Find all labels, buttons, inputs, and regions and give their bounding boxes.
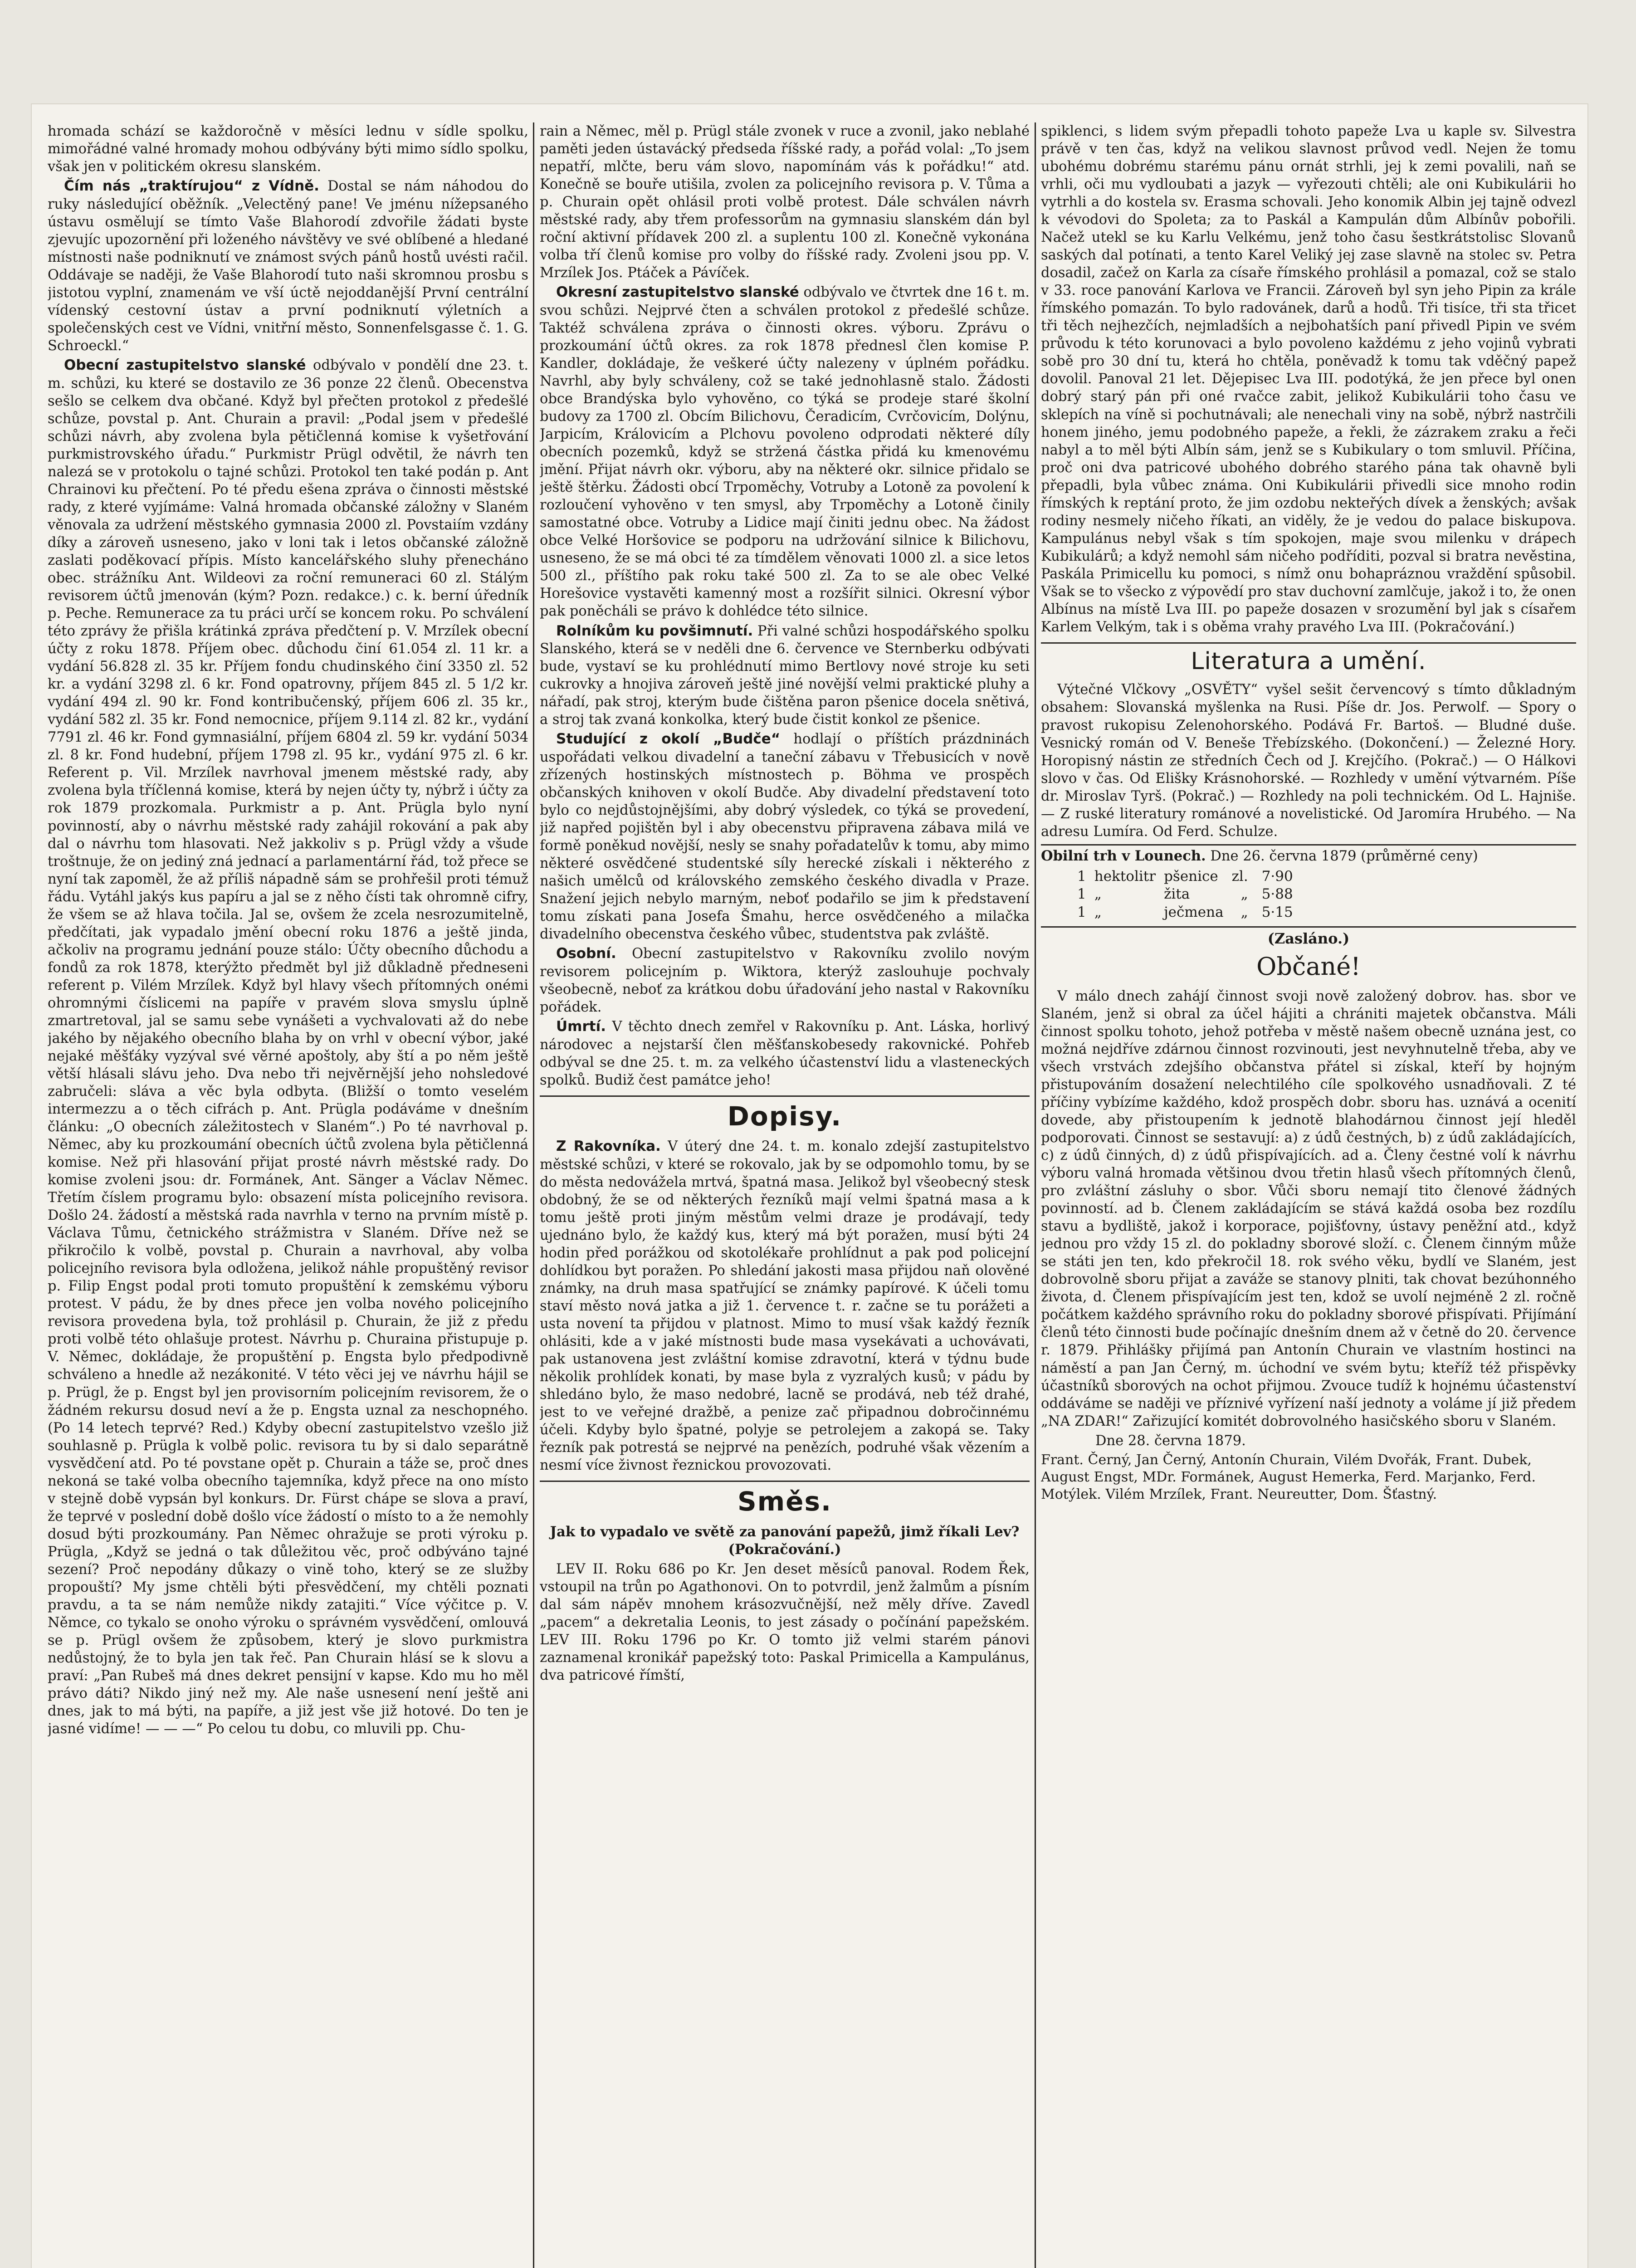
article-paragraph [540, 945, 1030, 1016]
article-heading: Okresní zastupitelstvo slanské [556, 284, 799, 301]
article-paragraph [540, 1018, 1030, 1089]
article-heading-text: Jak to vypadalo ve světě za panování papežů, jimž říkali Lev? (Pokračování.) [550, 1523, 1020, 1558]
article-text: odbývalo v pondělí dne 23. t. m. schůzi, ku které se dostavilo ze 36 ponze 22 členů. Obecenstva sešlo se celkem dva občané. Když byl přečten protokol z předešlé schůze, povstal p. Ant. Churain a pravil: „Podal jsem v předešlé schůzi návrh, aby zvolena byla pětičlenná komise k vyšetřování purkmistrovského úřadu.“ Purkmistr Prügl odvětil, že návrh ten nalezá se v protokolu o tajné schůzi. Protokol ten také podán p. Ant Chrainovi ku přečtení. Po té předu ešena zpráva o činnosti městské rady, z které vyjímáme: Valná hromada občanské záložny v Slaném věnovala za udržení městského gymnasia 2000 zl. Povstaiím vzdány díky a zároveň usneseno, jako v loni tak i letos občanské záložně zaslati poděkovací přípis. Místo kancelářského sluhy přenecháno obec. strážníku Ant. Wildeovi za roční remuneraci 60 zl. Stálým revisorem účtů jmenován (kým? Pozn. redakce.) c. k. berní úředník p. Peche. Remunerace za tu práci určí se koncem roku. Po schválení této zprávy že přišla krátinká zpráva předčtení p. V. Mrzílek obecní účty z roku 1878. Příjem obec. důchodu činí 61.054 zl. 11 kr. a vydání 56.828 zl. 35 kr. Příjem fondu chudinského činí 3350 zl. 52 kr. a vydání 3298 zl. 6 kr. Fond opatrovny, příjem 845 zl. 5 1/2 kr. vydání 494 zl. 90 kr. Fond kontribučenský, příjem 606 zl. 35 kr., vydání 582 zl. 35 kr. Fond nemocnice, příjem 9.114 zl. 82 kr., vydání 7791 zl. 46 kr. Fond gymnasiální, příjem 6804 zl. 59 kr. vydání 5034 zl. 8 kr. Fond hudební, příjem 1798 zl. 95 kr., vydání 975 zl. 6 kr. Referent p. Vil. Mrzílek navrhoval jmenem městské rady, aby zvolena byla tříčlenná komise, která by nejen účty ty, nýbrž i účty za rok 1879 prozkomala. Purkmistr a p. Ant. Prügla bylo nyní povinností, aby o návrhu městské rady zahájil rokování a pak aby dal o návrhu tom hlasovati. Než jakkoliv s p. Prügl vždy a všude troštnuje, že on jediný zná jednací a parlamentární řád, tož přece se nyní tak zapoměl, že až příliš nápadně sám se prohřešil proti témuž řádu. Vytáhl jakýs kus papíru a jal se z něho čísti tak ohromně cifry, že všem se až hlava točila. Jal se, ovšem že zcela nesrozumitelně, předčítati, jak vypadalo jmění obecní roku 1876 a ještě jinda, ačkoliv na programu jednání pouze stálo: Účty obecního důchodu a fondů za rok 1878, kterýžto předmět byl již důkladně předneseni referent p. Vilém Mrzílek. Když byl hlavy všech přítomných onémi ohromnými číslicemi na papíře v pravém slova smyslu úplně zmartretoval, jal se samu sebe vynášeti a vychvalovati až do nebe jakého by nějakého obecního blaha by on vrhl v obecní výbor, jaké nejaké měšťáky vyzýval své věrné apoštoly, aby ští a po něm ještě větší hlásali slávu jeho. Dva nebo tři nejvěrnější jeho nohsledové zabručeli: sláva a věc byla odbyta. (Bližší o tomto veselém intermezzu a o těch cifrách p. Ant. Prügla podáváme v dnešním článku: „O obecních záležitostech v Slaném“.) Po té navrhoval p. Němec, aby ku prozkoumání obecních účtů zvolena byla pětičlenná komise. Než při hlasování přijat prosté návrh městské rady. Do komise zvoleni jsou: dr. Formánek, Ant. Sänger a Václav Němec. Třetím číslem programu bylo: obsazení místa policejního revisora. Došlo 24. žádostí a městská rada navrhla v terno na prvním místě p. Václava Tůmu, četnického strážmistra v Slaném. Dříve než se přikročilo k volbě, povstal p. Churain a navrhoval, aby volba policejního revisora byla odložena, jelikož náhle propuštěný revisor p. Filip Engst podal proti tomuto propuštění k zemskému výboru protest. V pádu, že by dnes přece jen volba nového policejního revisora provedena byla, tož prohlásil p. Churain, že již z předu proti volbě této ohlašuje protest. Návrhu p. Churaina přistupuje p. V. Němec, dokládaje, že propuštění p. Engsta bylo předpodivně schváleno a hnedle až nezákonité. V této věci jej ve návrhu hájil se p. Prügl, že p. Engst byl jen provisorním policejním revisorem, že o žádném rekursu dosud neví a že p. Engsta uznal za neschopného. (Po 14 letech teprvé? Red.) Kdyby obecní zastupitelstvo vzešlo již souhlasně p. Prügla k volbě polic. revisora tu by si dalo separátně vysvědčení atd. Po té povstane opět p. Churain a táže se, proč dnes nekoná se také volba obecního tajemníka, když přece na ono místo v stejně době vypsán byl konkurs. Dr. Fürst chápe se slova a praví, že teprvé v poslední době došlo více žádostí o místo to a že nemohly dosud býti prozkoumány. Pan Němec ohražuje se proti výroku p. Prügla, „Když se jedná o tak důležitou věc, proč odbýváno tajné sezení? Proč nepodány důkazy o vině toho, který se ze služby propouští? My jsme chtěli býti přesvědčení, my chtěli poznati pravdu, a ta se nám nemůže nikdy zatajiti.“ Více výčitce p. V. Němce, co tykalo se onoho výroku o správném vysvědčení, omlouvá se p. Prügl ovšem že způsobem, který je slovo purkmistra nedůstojný, že to byla jen tak řeč. Pan Churain hlásí se k slovu a praví: „Pan Rubeš má dnes dekret pensijní v kapse. Kdo mu ho měl právo dáti? Nikdo jiný než my. Ale naše usnesení není ještě ani dnes, jak to má býti, na papíře, a již jest vše již hotové. Do ten je jasné vidíme! — — —“ Po celou tu dobu, co mluvili pp. Chu- [48, 357, 528, 1737]
article-text: LEV II. Roku 686 po Kr. Jen deset měsíců panoval. Rodem Řek, vstoupil na trůn po Agathonovi. On to potvrdil, jenž žalmům a písním dal sám nápěv mnohem krásozvučnější, než měly dříve. Zavedl „pacem“ a dekretalia Leonis, to jest zásady o počínání papežském. LEV III. Roku 1796 po Kr. O tomto již velmi starém pánovi zaznamenal kronikář papežský toto: Paskal Primicella a Kampulánus, dva patricové římští, [540, 1561, 1030, 1683]
item-cell: pšenice [1164, 868, 1218, 885]
appeal-date: Dne 28. června 1879. [1095, 1432, 1246, 1449]
article-paragraph [48, 177, 528, 355]
market-title: Obilní trh v Lounech. [1041, 847, 1206, 864]
article-text: Výtečné Vlčkovy „OSVĚTY“ vyšel sešit červencový s tímto důkladným obsahem: Slovanská myšlenka na Rusi. Píše dr. Jos. Perwolf. — Spory o pravost rukopisu Zelenohorského. Podává Fr. Bartoš. — Bludné duše. Vesnický román od V. Beneše Třebízského. (Dokončení.) — Železné Hory. Horopisný nástin ze středních Čech od J. Krejčího. (Pokrač.) — O Hálkovi slovo v čas. Od Elišky Krásnohorské. — Rozhledy v umění výtvarném. Píše dr. Miroslav Tyrš. (Pokrač.) — Rozhledy na poli technickém. Od L. Hajniše. — Z ruské literatury románové a novelistické. Od Jaromíra Hrubého. — Na adresu Lumíra. Od Ferd. Schulze. [1041, 682, 1576, 840]
currency-cell: zl. [1231, 868, 1248, 885]
unit-cell: „ [1094, 904, 1102, 921]
article-text: odbývalo ve čtvrtek dne 16 t. m. svou schůzi. Nejprvé čten a schválen protokol z předešlé schůze. Taktéž schválena zpráva o činnosti okres. výboru. Zprávu o prozkoumání účtů okres. za rok 1878 přednesl člen komise P. Kandler, dokládaje, že veškeré účty nalezeny v úplném pořádku. Navrhl, aby byly schváleny, což se také jednohlasně stalo. Žádosti obce Brandýska bylo vyhověno, co týká se prodeje staré školní budovy za 1700 zl. Obcím Bilichovu, Čeradicím, Cvrčovicím, Dolýnu, Jarpicím, Královicím a Plchovu povoleno odprodati některé díly obecních pozemků, když se stržená částka přidá ku kmenovému jmění. Přijat návrh okr. výboru, aby na některé okr. silnice přidalo se ještě štěrku. Žádosti obcí Trpoměchy, Votruby a Lotoně za povolení k rozloučení vyhověno v ten smysl, aby Trpoměchy a Lotoně činily samostatné obce. Votruby a Lidice mají činiti jednu obec. Na žádost obce Velké Horšovice se podporu na udržování silnice k Bilichovu, usneseno, že se má obci té za tímdělem věnovati 1000 zl. a sice letos 500 zl., příštího pak roku také 500 zl. Za to se ale obec Velké Horešovice vystavěti kamenný most a rozšířit silnici. Okresní výbor pak poněcháli se právo k dohlédce této silnice. [540, 284, 1030, 620]
qty-cell: 1 [1077, 868, 1086, 885]
article-heading: Čím nás „traktírujou“ z Vídně. [64, 178, 319, 195]
column-divider [533, 122, 534, 2268]
article-heading: Obecní zastupitelstvo slanské [64, 357, 306, 374]
market-date: Dne 26. června 1879 (průměrné ceny) [1210, 848, 1478, 864]
currency-cell: „ [1240, 904, 1248, 921]
column-1 [48, 122, 528, 2268]
article-text: spiklenci, s lidem svým přepadli tohoto papeže Lva u kaple sv. Silvestra právě v ten čas, když na velikou slavnost průvod vedl. Nejen že tomu ubohému dobrému starému pánu ornát strhli, jej k zemi povalili, naň se vrhli, oči mu vydloubati a jazyk — vyřezouti chtěli; ale oni Kubikulárii ho vytrhli a do kostela sv. Erasma schovali. Jeho konomik Albin jej tajně odvezl k vévodovi do Spoleta; za to Paskál a Kampulán dům Albínův pobořili. Načež utekl se ku Karlu Velkému, jenž toho času šestkrátstolisc Slovanů saských dal potínati, a tento Karel Veliký jej zase slavně na stolec sv. Petra dosadil, začež on Karla za císaře římského prohlásil a pomazal, což se stalo v 33. roce panování Karlova ve Francii. Zároveň byl syn jeho Pipin za krále římského pomazán. To bylo radovánek, darů a hodů. Tři tisíce, tři sta třicet tři těch nejhezčích, nejmladších a nejbohatších paní přivedl Pipin ve svém průvodu k této korunovaci a bylo povoleno každému z jeho vojinů vybrati sobě pro 30 dní tu, která ho chtěla, poněvadž k tomu tak vděčný papež dovolil. Panoval 21 let. Dějepisec Lva III. podotýká, že jen přece byl onen dobrý starý pán při oné rvačce zabit, jelikož Kubikulárii toho času ve sklepích na víně si pochutnávali; ale nenechali viny na sobě, nýbrž nastrčili honem jiného, jemu podobného papeže, a řekli, že zázrakem zraku a řeči nabyl a to měl býti Albín sám, jenž se s Kubikulary o tom smluvil. Příčina, proč oni dva patricové ubohého dobrého starého pána tak ohavně byli přepadli, byla vůbec známa. Oni Kubikulárii přivedli sice mnoho rodin římských k reptání proto, že jim ozdobu nekteřých dívek a ženských; avšak rodiny nesmely ničeho říkati, an viděly, že je vedou do palace biskupova. Kampulánus nebyl však s tím spokojen, maje svou milenku v drápech Kubikulárů; a když nemohl sám ničeho podříditi, pozval si bratra nevěstina, Paskála Primicellu ku pomoci, s nímž onu bohapráznou vraždění spůsobil. Však se to všecko z výpovědí pro stav duchovní zamlčuje, jakož i to, že onen Albínus na místě Lva III. po papeže dosazen v srozumění byl jak s císařem Karlem Velkým, tak i s oběma vrahy pravého Lva III. (Pokračování.) [1041, 123, 1576, 635]
article-text: Dostal se nám náhodou do ruky následující oběžník. „Velectěný pane! Ve jménu nížepsaného ústavu osmělují se tímto Vaše Blahorodí zdvořile žádati byste zjevujíc upozornění při loženého návštěvy ve své oblíbené a hledané místnosti naše podniknutí ve známost svých pánů hostů uvésti račil. Oddávaje se naději, že Vaše Blahorodí tuto naši skromnou prosbu s jistotou vyplní, znamenám ve vší úctě nejoddanější První centrální vídenský cestovní ústav a první podniknutí výletních a společenských cest ve Vídni, vnitřní město, Sonnenfelsgasse č. 1. G. Schroeckl.“ [48, 178, 528, 354]
currency-cell: „ [1240, 886, 1248, 903]
table-row [1077, 885, 1301, 904]
table-row [1077, 868, 1301, 886]
article-text: V těchto dnech zemřel v Rakovníku p. Ant. Láska, horlivý národovec a nejstarší člen měšťanskobesedy rakovnické. Pohřeb odbýval se dne 25. t. m. za velkého účastenství lidu a vlasteneckých spolků. Budiž čest památce jeho! [540, 1019, 1030, 1088]
article-heading: Z Rakovníka. [556, 1138, 661, 1155]
article-text: Při valné schůzi hospodářského spolku Slanského, která se v neděli dne 6. července ve Sternberku odbývati bude, vystaví se ku prohlédnutí mimo Bertlovy nové stroje ku seti cukrovky a hnojiva zároveň ještě jiné novější velmi praktické pluhy a nářadí, pak stroj, kterým bude čištěna paron pšenice docela snětivá, a stroj tak zvaná konkolka, který bude čistit konkol ze pšenice. [540, 623, 1030, 728]
article-paragraph [540, 622, 1030, 729]
article-paragraph [540, 284, 1030, 620]
article-paragraph [540, 1138, 1030, 1474]
article-text: Obecní zastupitelstvo v Rakovníku zvolilo novým revisorem policejním p. Wiktora, kterýž zaslouhuje pochvaly všeobecně, neboť za krátkou dobu úřadování jeho nastal v Rakovníku pořádek. [540, 946, 1030, 1016]
market-report-heading [1041, 844, 1576, 865]
item-cell: ječmena [1164, 904, 1224, 921]
price-cell: 7·90 [1261, 868, 1293, 885]
article-text: V úterý dne 24. t. m. konalo zdejší zastupitelstvo městské schůzi, v které se rokovalo, jak by se odpomohlo tomu, by se do města nedovážela mrtvá, špatná masa. Jelikož byl všeobecný stesk obdobný, že se od některých řezníků mají velmi špatná masa a k tomu ještě proti jiným městům velmi draze je prodávají, tedy ujednáno bylo, že každý kus, který má být poražen, musí býti 24 hodin před porážkou od skotolékaře prohlídnut a pak pod policejní dohlídkou byt poražen. Po shledání jakosti masa přijdou naň olověné známky, na druh masa spatřující se známky papírové. K účeli tomu staví město nová jatka a již 1. července t. r. začne se tu porážeti a usta novení ta přijdou v platnost. Mimo to musí však každý řezník ohlásiti, kde a v jaké místnosti bude masa vysekávati a uchovávati, pak ustanovena jest zvláštní komise zdravotní, která v týdnu bude několik prohlídek konati, by mase byla z vyzralých kusů; v pádu by shledáno bylo, že maso nedobré, lacně se prodává, neb též drahé, jest to ve veřejné dražbě, a penize zač připadnou dobročinnému účeli. Kdyby bylo špatné, polyje se petrolejem a zakopá se. Taky řezník pak potrestá se nejprvé na penězích, podruhé však vězením a nesmí více živnost řeznickou provozovati. [540, 1139, 1030, 1474]
price-cell: 5·15 [1261, 904, 1293, 921]
article-text: hodlají o příštích prázdninách uspořádati velkou divadelní a taneční zábavu v Třebusicích v nově zřízených hostinských místnostech p. Böhma ve prospěch občanských knihoven v okolí Budče. Aby divadelní představení toto bylo co nejdůstojnějšími, aby dobrý výsledek, co týká se provedení, již napřed pojištěn byl i aby obecenstvu připravena zábava milá ve formě poněkud novější, nesly se snahy pořadatelův k tomu, aby mimo některé osvědčené studentské síly herecké získali i některého z našich umělců od královského zemského českého divadla v Praze. Snažení jejich nebylo marným, neboť podařilo se jim k představení tomu získati pana Josefa Šmahu, herce osvědčeného a milačka divadelního obecenstva českého vůbec, studentstva pak zvláště. [540, 731, 1030, 943]
appeal-title: Občané! [1256, 952, 1361, 981]
item-cell: žita [1164, 886, 1190, 903]
unit-cell: hektolitr [1094, 868, 1156, 885]
article-text: rain a Němec, měl p. Prügl stále zvonek v ruce a zvonil, jako neblahé paměti jeden ústavácký předseda říšské rady, a pořád volal: „To jsem nepatří, mlčte, beru vám slovo, napomínám vás k pořádku!“ atd. Konečně se bouře utišila, zvolen za policejního revisora p. V. Tůma a p. Churain opět ohlásil proti volbě protest. Dále schválen návrh městské rady, aby třem professorům na gymnasiu slanském dán byl roční aktivní přídavek 200 zl. a suplentu 100 zl. Konečně vykonána volba tří členů komise pro volby do říšské rady. Zvoleni jsou pp. V. Mrzílek Jos. Ptáček a Pávíček. [540, 123, 1030, 281]
article-paragraph [540, 730, 1030, 943]
article-heading [540, 1523, 1030, 1559]
article-heading: Rolníkům ku povšimnutí. [556, 622, 753, 639]
article-paragraph [48, 357, 528, 1738]
table-row [1077, 904, 1301, 922]
appeal-signers: Frant. Černý, Jan Černý, Antonín Churain, Vilém Dvořák, Frant. Dubek, August Engst, MDr. Formánek, August Hemerka, Ferd. Marjanko, Ferd. Motýlek. Vilém Mrzílek, Frant. Neureutter, Dom. Šťastný. [1041, 1452, 1536, 1503]
column-2 [540, 122, 1030, 2268]
column-divider [1035, 122, 1036, 2268]
price-cell: 5·88 [1261, 886, 1293, 903]
qty-cell: 1 [1077, 886, 1086, 903]
article-heading: Osobní. [556, 945, 616, 962]
section-title-dopisy: Dopisy. [540, 1095, 1030, 1133]
market-price-table [1077, 868, 1301, 922]
zaslano-label: (Zasláno.) [1041, 926, 1576, 948]
section-title-literatura: Literatura a umění. [1041, 642, 1576, 677]
article-text: V málo dnech zahájí činnost svoji nově založený dobrov. has. sbor ve Slaném, jenž si obral za účel hájiti a chrániti majetek občanstva. Máli činnost spolku tohoto, jehož potřeba v městě našem obecně uznána jest, co možná nejdříve zdárnou činnost rozvinouti, jest nevyhnutelně třeba, aby ve všech vrstvách zdejšího občanstva přátel si získal, kteří by hojným přistupováním dosažení nelechtilého cíle spolkového usnadňovali. Z té příčiny vybízíme každého, kdož prospěch dobr. sboru has. uznává a ocenití dovede, aby přistoupením k jednotě blahodárnou činnost její hleděl podporovati. Činnost se sestavují: a) z údů čestných, b) z údů zakládajících, c) z údů činných, d) z údů přispívajících. ad a. Členy čestné volí k návrhu výboru valná hromada většinou dvou třetin hlasů všech přítomných členů, pro zvláštní zásluhy o sbor. Vůči sboru nemají tito členové žádných povinností. ad b. Členem zakládajícím se stává každá osoba bez rozdílu stavu a bydliště, jakož i korporace, pojišťovny, ústavy peněžní atd., když jednou pro vždy 15 zl. do pokladny sborové složí. c. Členem činným může se státi jen ten, kdo překročil 18. rok svého věku, bydlí ve Slaném, jest dobrovolně sboru přijat a zaváže se stanovy plniti, tak chovat bezúhonného života, d. Členem přispívajícím jest ten, kdož se uvolí nejméně 2 zl. ročně počátkem každého správního roku do pokladny sborové přispívati. Přijímání členů této činnosti bude počínajíc dnešním dnem až v četně do 20. července r. 1879. Přihlášky přijímá pan Antonín Churain ve vlastním hostinci na náměstí a pan Jan Černý, m. úchodní ve svém bytu; kteříž též přispěvky účastníků sborových na ochot přijmou. Zvouce tudíž k hojnému účastenství oddáváme se naději ve příznivé vyřízení naší jednoty a voláme jí již předem „NA ZDAR!“ Zařizující komitét dobrovolného hasičského sboru v Slaném. [1041, 988, 1576, 1429]
column-3 [1041, 122, 1576, 2268]
newspaper-page [32, 104, 1587, 2268]
qty-cell: 1 [1077, 904, 1086, 921]
article-heading: Studující z okolí „Budče“ [556, 731, 781, 748]
article-text: hromada schází se každoročně v měsíci lednu v sídle spolku, mimořádné valné hromady mohou odbývány býti mimo sídlo spolku, však jen v politickém okresu slanském. [48, 123, 528, 175]
article-heading: Úmrtí. [556, 1018, 606, 1035]
unit-cell: „ [1094, 886, 1102, 903]
section-title-smes: Směs. [540, 1481, 1030, 1518]
